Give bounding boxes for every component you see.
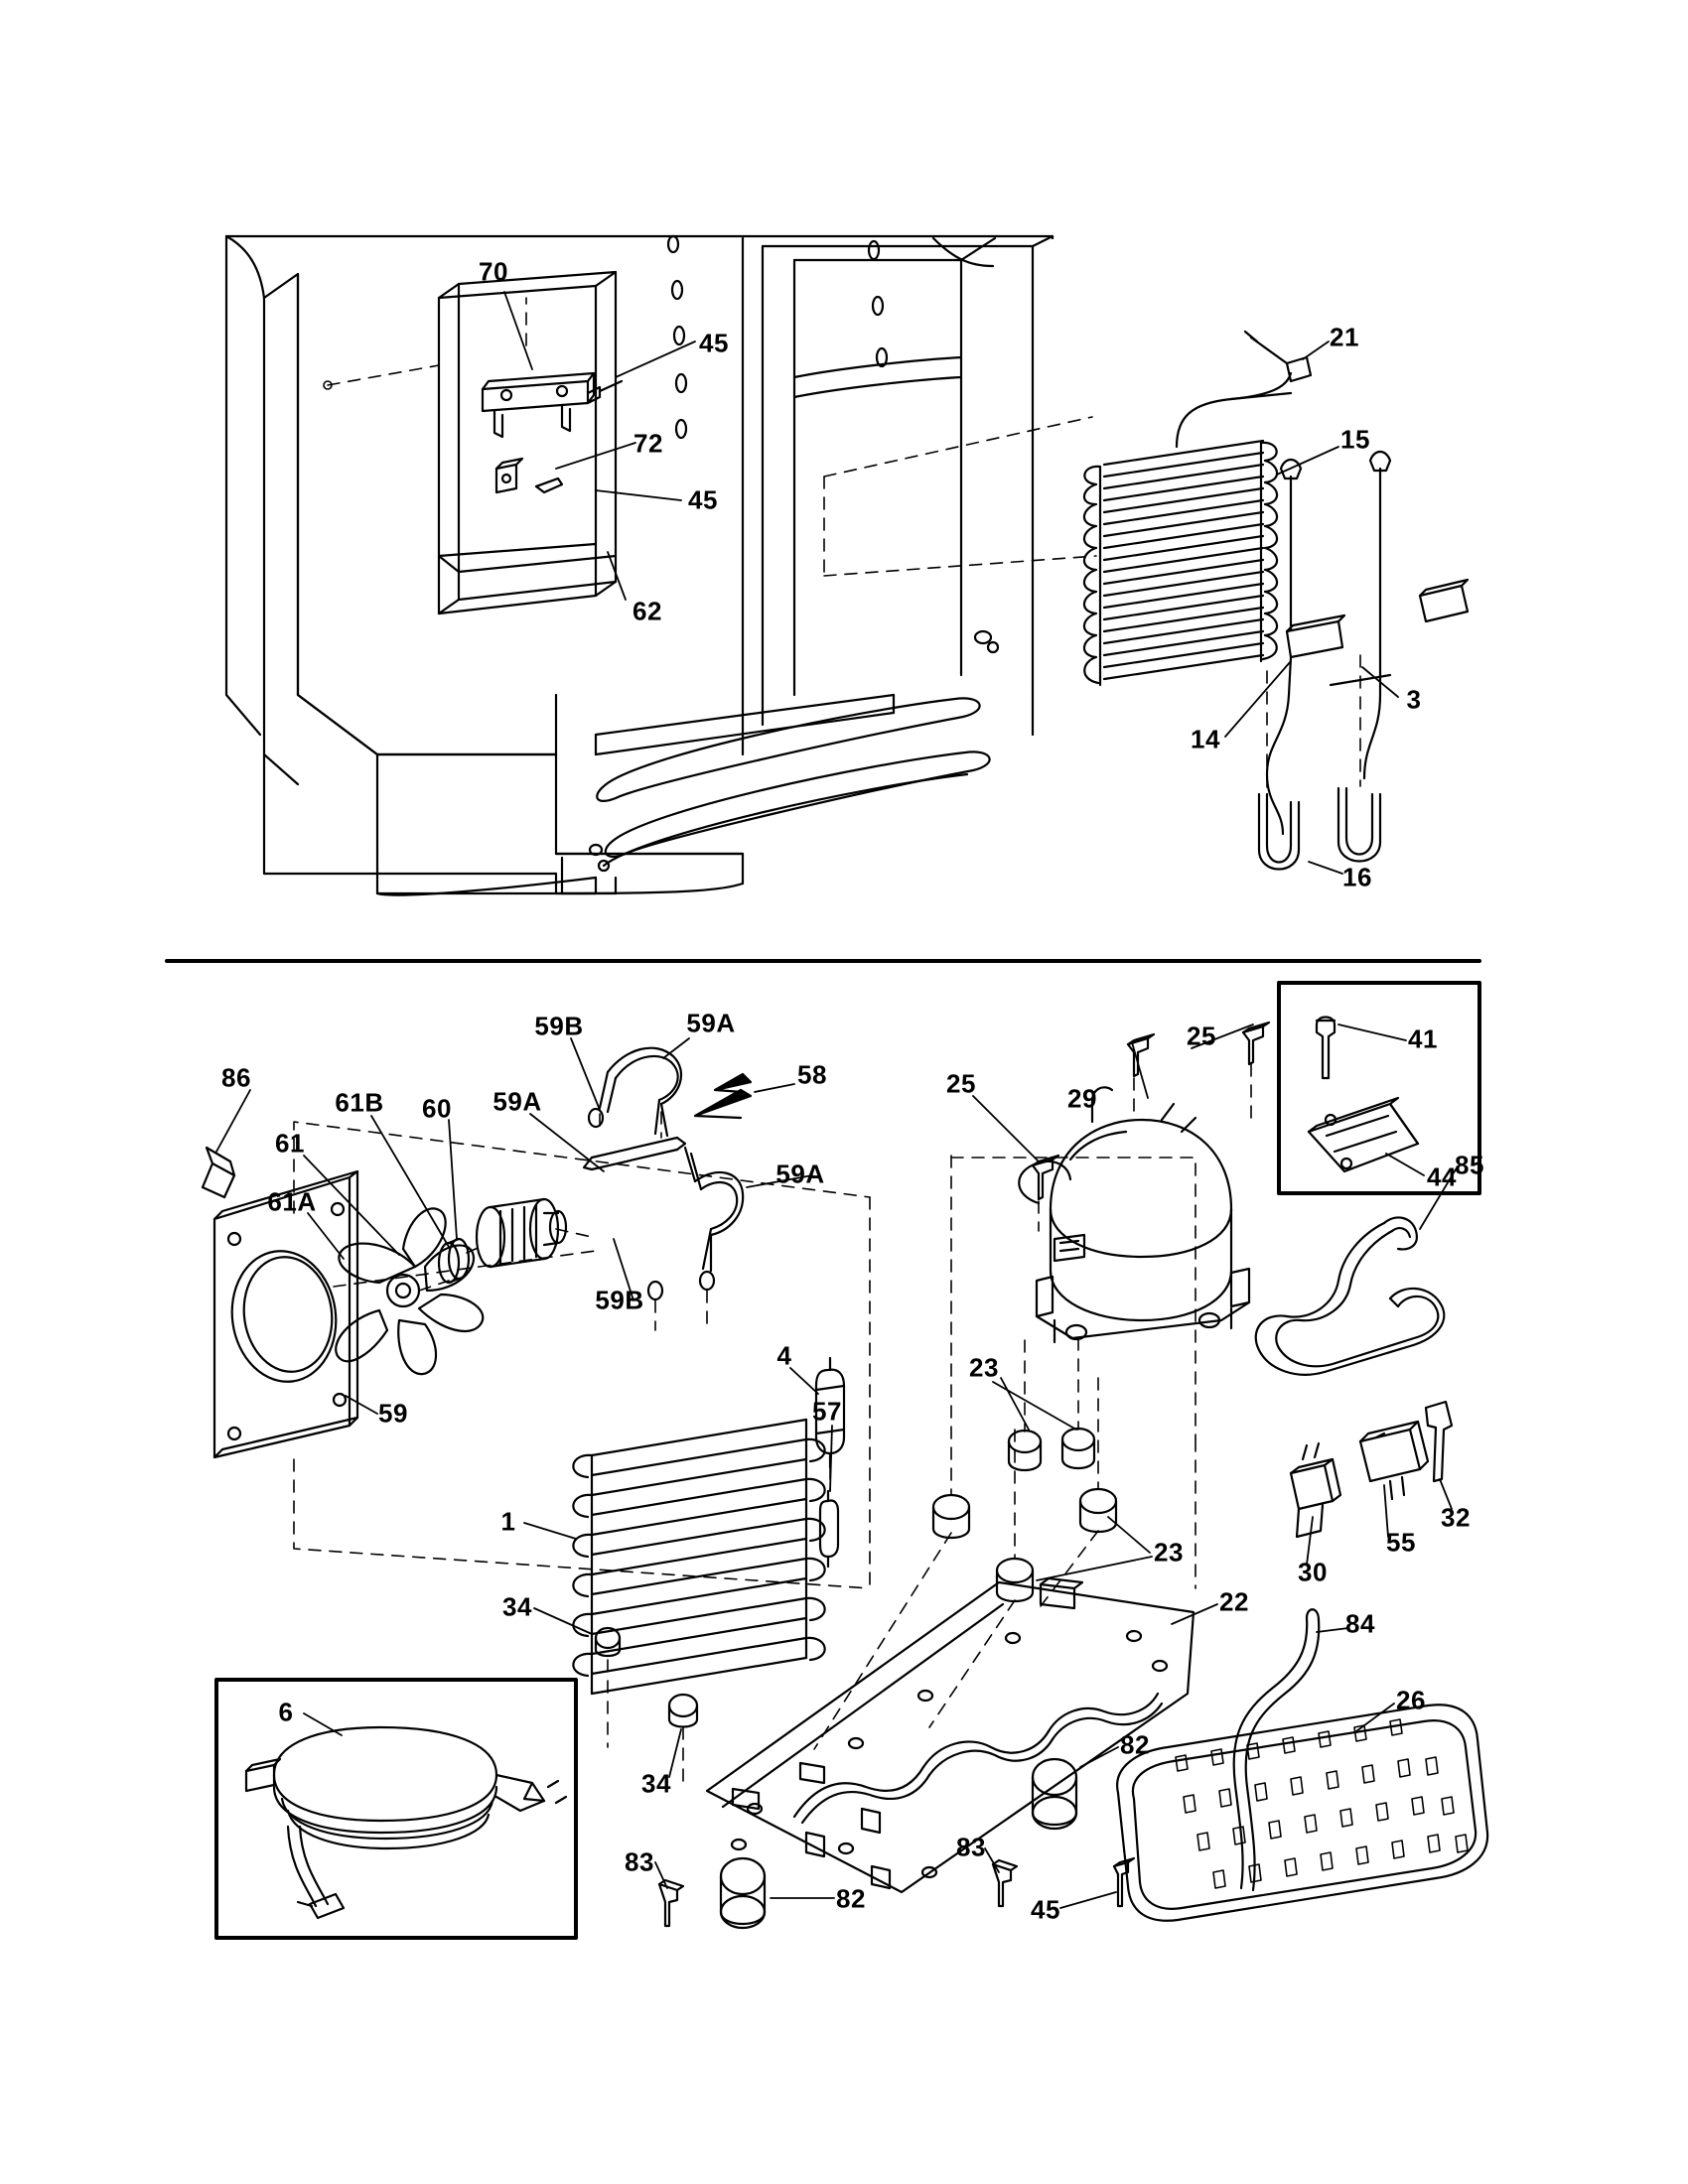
callout-60: 60 <box>422 1093 452 1124</box>
callout-34-b: 34 <box>641 1768 671 1799</box>
ice-maker-bracket <box>483 373 622 492</box>
compressor-grommets <box>933 1429 1116 1601</box>
condenser-coil <box>573 1420 824 1694</box>
callout-23-b: 23 <box>1154 1537 1184 1568</box>
callout-23-a: 23 <box>969 1352 999 1383</box>
callout-16: 16 <box>1342 862 1372 892</box>
callout-70: 70 <box>479 256 508 287</box>
callout-4: 4 <box>776 1340 792 1371</box>
relay-overload <box>1291 1402 1452 1537</box>
callout-61a: 61A <box>267 1186 317 1217</box>
callout-3: 3 <box>1406 684 1422 715</box>
callout-44: 44 <box>1427 1161 1457 1192</box>
callout-59: 59 <box>378 1398 408 1429</box>
callout-34-a: 34 <box>502 1591 532 1622</box>
callout-45-a: 45 <box>699 328 729 358</box>
wire-clip-86 <box>203 1148 234 1197</box>
callout-62: 62 <box>633 596 662 626</box>
callout-82-a: 82 <box>1120 1729 1150 1760</box>
callout-45-c: 45 <box>1031 1894 1060 1925</box>
callout-86: 86 <box>221 1062 251 1093</box>
wire-harness-85 <box>1256 1217 1445 1374</box>
callout-59a-b: 59A <box>492 1086 542 1117</box>
callout-30: 30 <box>1298 1557 1328 1587</box>
callout-59a-c: 59A <box>775 1159 825 1189</box>
callout-25-a: 25 <box>1187 1021 1216 1051</box>
capacitors <box>721 1759 1076 1928</box>
callout-32: 32 <box>1441 1502 1471 1533</box>
callout-25-b: 25 <box>946 1068 976 1099</box>
callout-82-b: 82 <box>836 1883 866 1914</box>
ice-maker-housing <box>439 272 616 614</box>
callout-59a-a: 59A <box>686 1008 736 1038</box>
cabinet-outline <box>226 236 1053 895</box>
callout-58: 58 <box>797 1059 827 1090</box>
callout-61: 61 <box>275 1128 305 1159</box>
callout-14: 14 <box>1191 724 1220 754</box>
fan-wiring <box>584 1048 751 1299</box>
callout-6: 6 <box>278 1697 294 1727</box>
callout-41: 41 <box>1408 1024 1438 1054</box>
leader-lines-upper <box>504 292 1398 874</box>
callout-21: 21 <box>1330 322 1359 352</box>
callout-83-b: 83 <box>956 1832 986 1862</box>
callout-57: 57 <box>812 1396 842 1427</box>
callout-59b-b: 59B <box>595 1285 644 1315</box>
drain-pan <box>1117 1609 1487 1921</box>
callout-55: 55 <box>1386 1527 1416 1558</box>
callout-45-b: 45 <box>688 484 718 515</box>
callout-22: 22 <box>1219 1586 1249 1617</box>
callout-83-a: 83 <box>625 1846 654 1877</box>
callout-15: 15 <box>1340 424 1370 455</box>
freezer-evaporator-coil <box>1084 332 1311 685</box>
compressor <box>1019 1087 1249 1342</box>
inset-power-cord-box <box>216 1680 576 1938</box>
callout-59b-a: 59B <box>534 1011 584 1041</box>
callout-29: 29 <box>1067 1083 1097 1114</box>
callout-72: 72 <box>633 428 663 459</box>
callout-61b: 61B <box>335 1087 384 1118</box>
coil-grommets <box>596 1628 697 1727</box>
callout-85: 85 <box>1455 1150 1484 1180</box>
callout-84: 84 <box>1345 1608 1375 1639</box>
callout-26: 26 <box>1396 1685 1426 1715</box>
callout-1: 1 <box>500 1506 516 1537</box>
